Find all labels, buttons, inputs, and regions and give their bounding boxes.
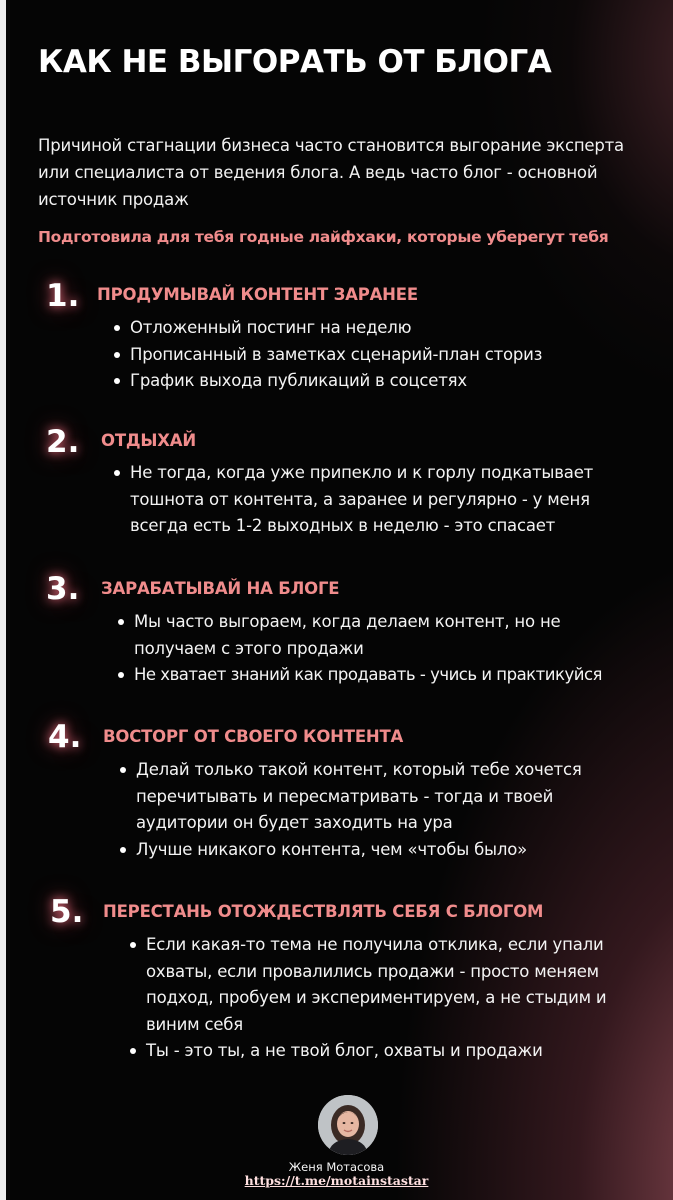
list-item: Не тогда, когда уже припекло и к горлу подкатывает тошнота от контента, а заранее и регулярно - у меня всегда есть 1-2 выходных в неделю - это спасает	[112, 460, 632, 540]
tip-bullet-list	[116, 609, 664, 689]
list-item: Ты - это ты, а не твой блог, охваты и продажи	[128, 1038, 648, 1065]
tip-title: ВОСТОРГ ОТ СВОЕГО КОНТЕНТА	[103, 727, 404, 746]
author-avatar	[318, 1095, 378, 1155]
author-name: Женя Мотасова	[288, 1160, 385, 1174]
tip-bullet-list	[112, 460, 632, 540]
tip-bullet-list	[128, 932, 648, 1065]
avatar-photo-icon	[318, 1095, 378, 1155]
list-item: Если какая-то тема не получила отклика, если упали охваты, если провалились продажи - просто меняем подход, пробуем и экспериментируем, а не стыдим и виним себя	[128, 932, 648, 1038]
list-item: Отложенный постинг на неделю	[112, 315, 652, 342]
list-item: Прописанный в заметках сценарий-план сториз	[112, 342, 652, 369]
subtitle: Подготовила для тебя годные лайфхаки, которые уберегут тебя	[38, 228, 609, 246]
list-item: График выхода публикаций в соцсетях	[112, 368, 652, 395]
tip-title: ПЕРЕСТАНЬ ОТОЖДЕСТВЛЯТЬ СЕБЯ С БЛОГОМ	[103, 902, 544, 921]
tip-number: 3.	[46, 571, 80, 607]
tip-title: ЗАРАБАТЫВАЙ НА БЛОГЕ	[101, 579, 340, 598]
list-item: Лучше никакого контента, чем «чтобы было»	[118, 837, 618, 864]
intro-paragraph: Причиной стагнации бизнеса часто становится выгорание эксперта или специалиста от ведения блога. А ведь часто блог - основной источник продаж	[38, 136, 624, 209]
tip-number: 1.	[46, 278, 80, 314]
list-item: Делай только такой контент, который тебе хочется перечитывать и пересматривать - тогда и твоей аудитории он будет заходить на ура	[118, 757, 618, 837]
tip-number: 5.	[50, 894, 84, 930]
author-telegram-link[interactable]: https://t.me/motainstastar	[244, 1173, 429, 1188]
tip-title: ПРОДУМЫВАЙ КОНТЕНТ ЗАРАНЕЕ	[97, 285, 418, 304]
list-item: Не хватает знаний как продавать - учись и практикуйся	[116, 662, 664, 689]
tip-number: 4.	[48, 719, 82, 755]
page-title: КАК НЕ ВЫГОРАТЬ ОТ БЛОГА	[38, 44, 552, 80]
tip-number: 2.	[46, 424, 80, 460]
tip-title: ОТДЫХАЙ	[101, 431, 196, 450]
list-item: Мы часто выгораем, когда делаем контент, но не получаем с этого продажи	[116, 609, 604, 662]
tip-bullet-list	[112, 315, 652, 395]
tip-bullet-list	[118, 757, 618, 863]
